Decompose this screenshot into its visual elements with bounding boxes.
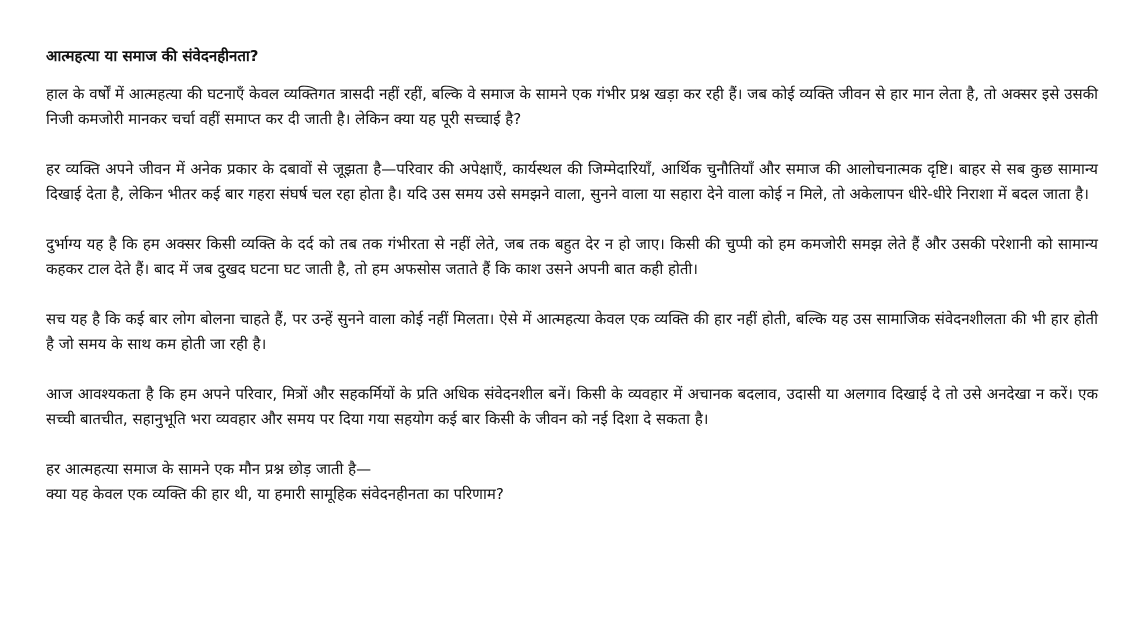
closing-line-1: हर आत्महत्या समाज के सामने एक मौन प्रश्न छोड़ जाती है— bbox=[46, 460, 372, 478]
document-body bbox=[46, 44, 1098, 506]
paragraph-5: आज आवश्यकता है कि हम अपने परिवार, मित्रों और सहकर्मियों के प्रति अधिक संवेदनशील बनें। किसी के व्यवहार में अचानक बदलाव, उदासी या अलगाव दिखाई दे तो उसे अनदेखा न करें। एक सच्ची बातचीत, सहानुभूति भरा व्यवहार और समय पर दिया गया सहयोग कई बार किसी के जीवन को नई दिशा दे सकता है। bbox=[46, 385, 1098, 428]
paragraph-2: हर व्यक्ति अपने जीवन में अनेक प्रकार के दबावों से जूझता है—परिवार की अपेक्षाएँ, कार्यस्थल की जिम्मेदारियाँ, आर्थिक चुनौतियाँ और समाज की आलोचनात्मक दृष्टि। बाहर से सब कुछ सामान्य दिखाई देता है, लेकिन भीतर कई बार गहरा संघर्ष चल रहा होता है। यदि उस समय उसे समझने वाला, सुनने वाला या सहारा देने वाला कोई न मिले, तो अकेलापन धीरे-धीरे निराशा में बदल जाता है। bbox=[46, 160, 1098, 203]
paragraph-4: सच यह है कि कई बार लोग बोलना चाहते हैं, पर उन्हें सुनने वाला कोई नहीं मिलता। ऐसे में आत्महत्या केवल एक व्यक्ति की हार नहीं होती, बल्कि यह उस सामाजिक संवेदनशीलता की भी हार होती है जो समय के साथ कम होती जा रही है। bbox=[46, 310, 1098, 353]
closing-paragraph bbox=[46, 457, 1098, 506]
paragraph-3: दुर्भाग्य यह है कि हम अक्सर किसी व्यक्ति के दर्द को तब तक गंभीरता से नहीं लेते, जब तक बहुत देर न हो जाए। किसी की चुप्पी को हम कमजोरी समझ लेते हैं और उसकी परेशानी को सामान्य कहकर टाल देते हैं। बाद में जब दुखद घटना घट जाती है, तो हम अफसोस जताते हैं कि काश उसने अपनी बात कही होती। bbox=[46, 235, 1098, 278]
document-title: आत्महत्या या समाज की संवेदनहीनता? bbox=[46, 47, 259, 65]
paragraph-1: हाल के वर्षों में आत्महत्या की घटनाएँ केवल व्यक्तिगत त्रासदी नहीं रहीं, बल्कि वे समाज के सामने एक गंभीर प्रश्न खड़ा कर रही हैं। जब कोई व्यक्ति जीवन से हार मान लेता है, तो अक्सर इसे उसकी निजी कमजोरी मानकर चर्चा वहीं समाप्त कर दी जाती है। लेकिन क्या यह पूरी सच्चाई है? bbox=[46, 85, 1098, 128]
closing-line-2: क्या यह केवल एक व्यक्ति की हार थी, या हमारी सामूहिक संवेदनहीनता का परिणाम? bbox=[46, 484, 504, 503]
